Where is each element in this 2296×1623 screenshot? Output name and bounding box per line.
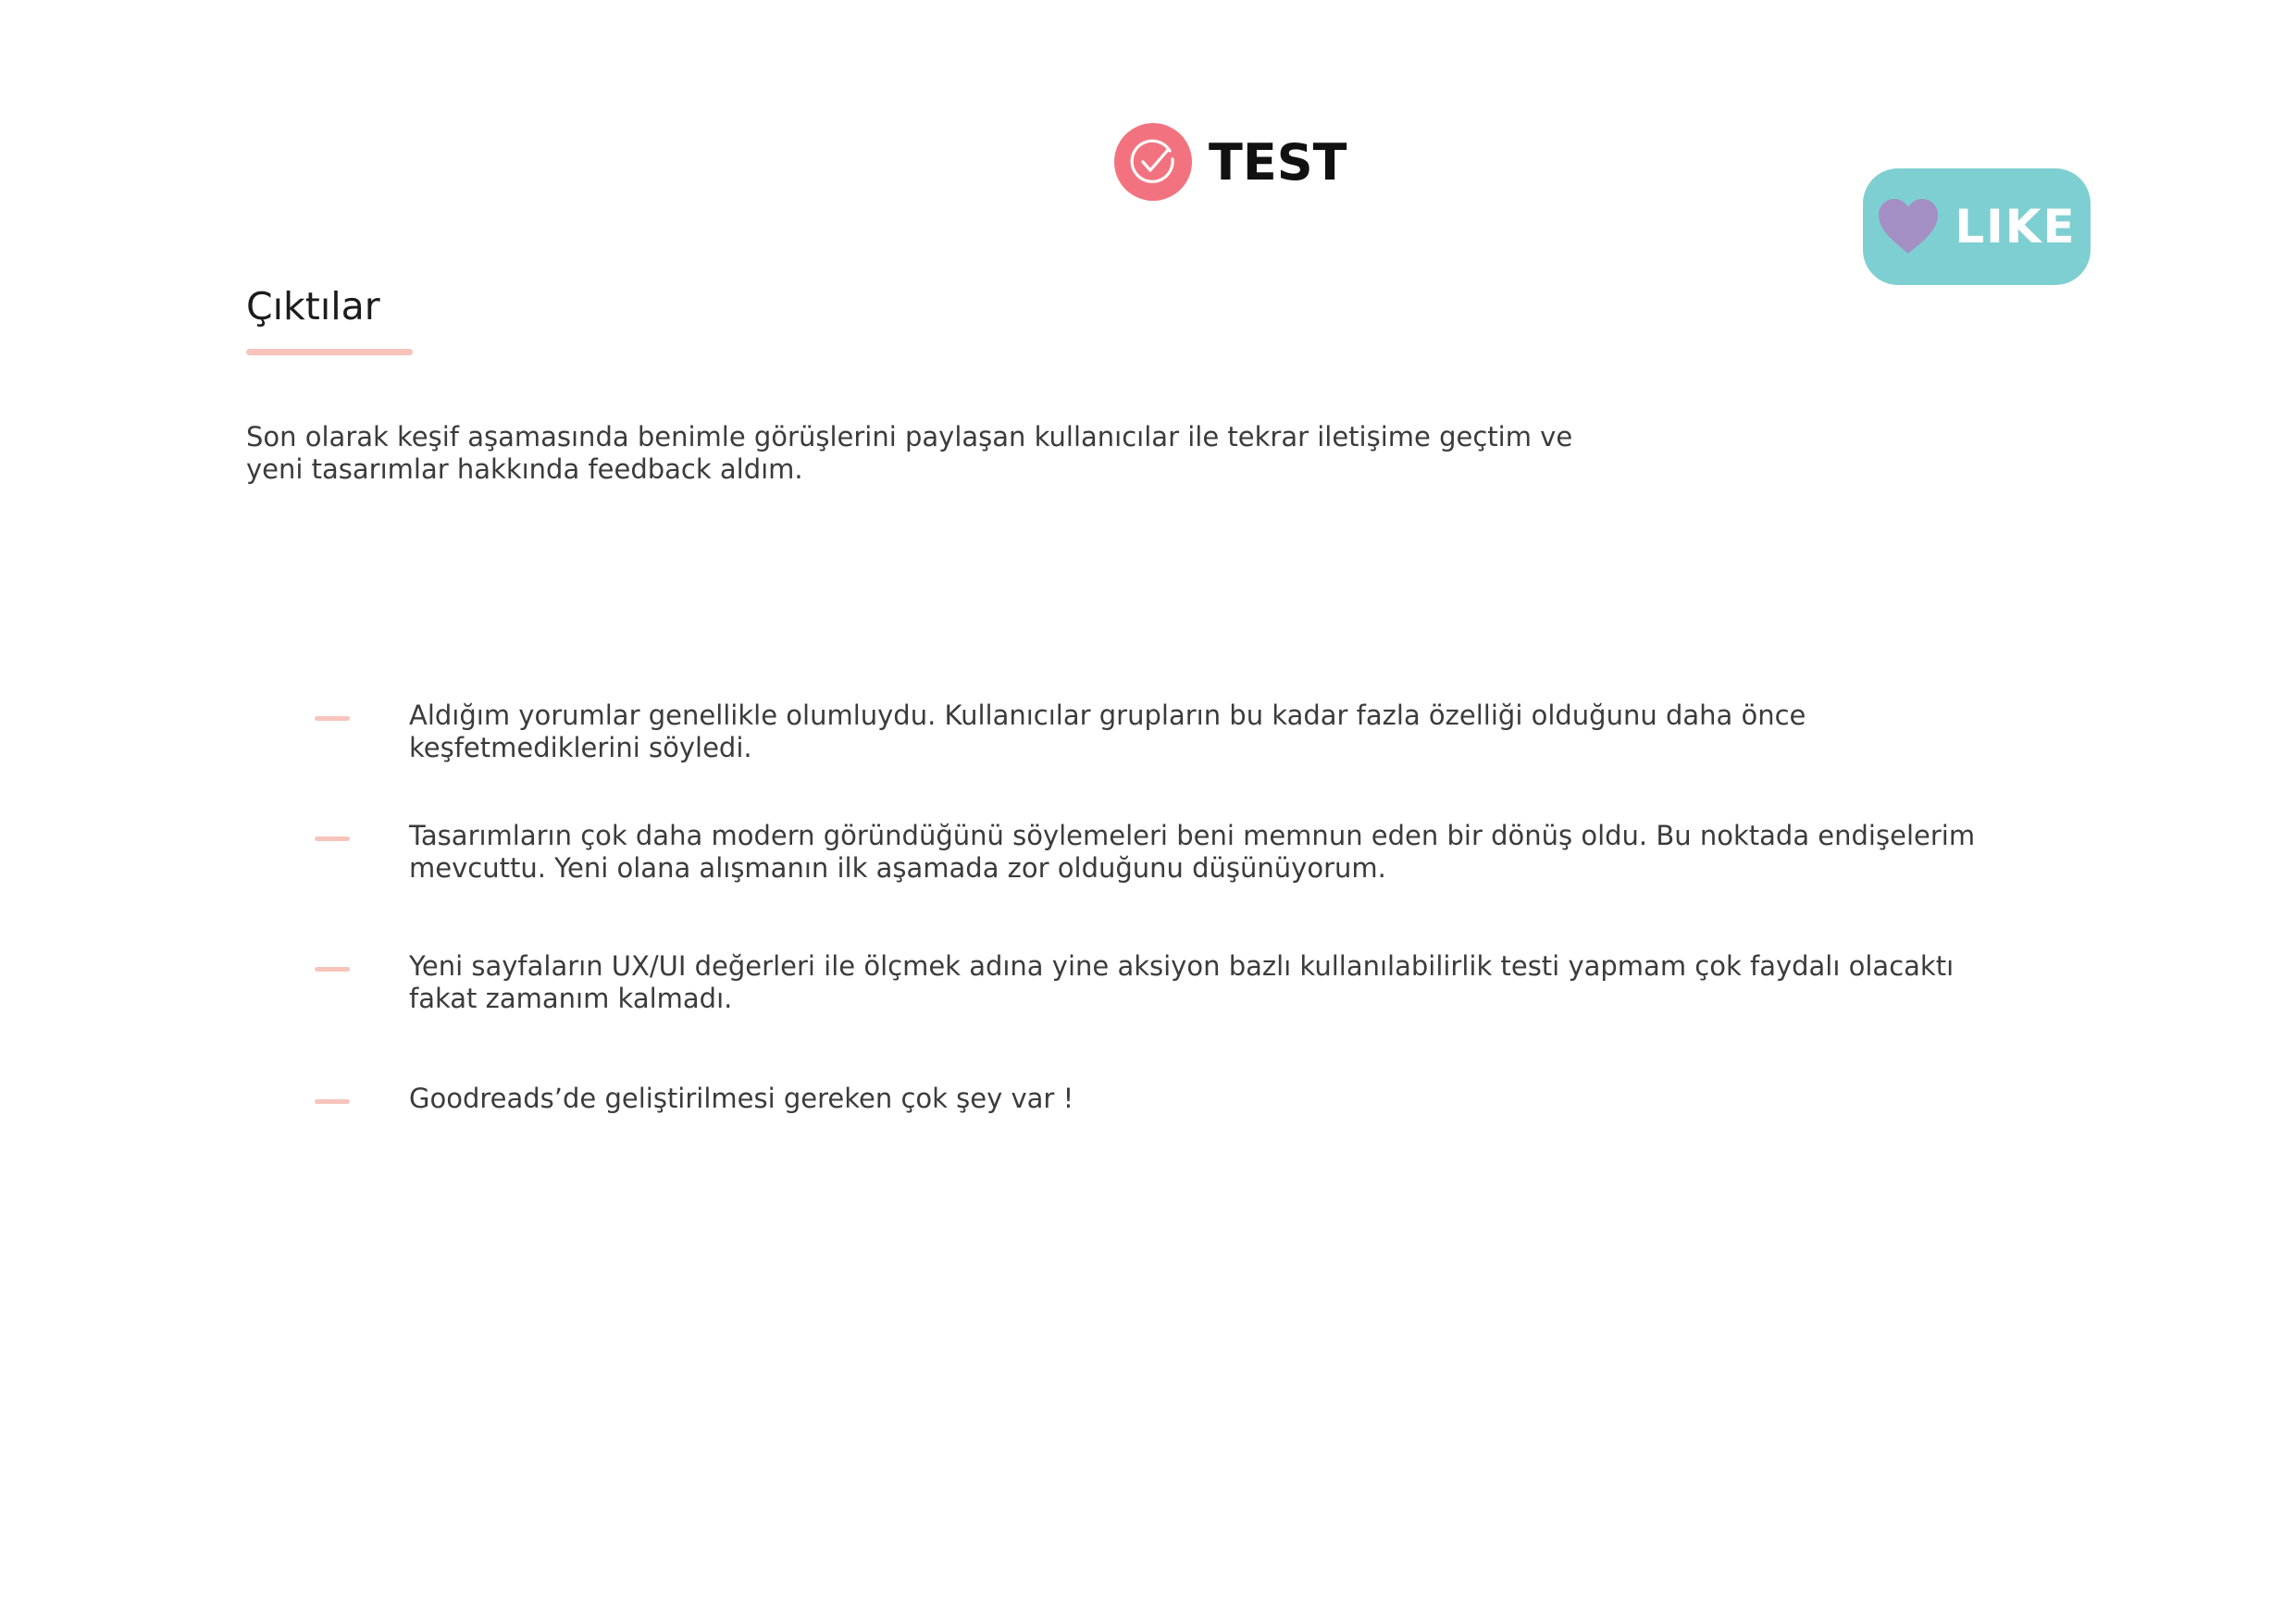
list-item-text: Goodreads’de geliştirilmesi gereken çok şey var ! [409,1083,1074,1114]
page-header [1114,122,1347,202]
list-item [315,820,1999,885]
section-underline [246,349,413,355]
list-item [315,700,1999,764]
list-item [315,950,1999,1015]
dash-icon [315,836,350,841]
list-item-text: Tasarımların çok daha modern göründüğünü söylemeleri beni memnun eden bir dönüş oldu. Bu noktada endişelerim mevcuttu. Yeni olana alışmanın ilk aşamada zor olduğunu düşünüyorum. [409,820,1976,884]
dash-icon [315,1099,350,1104]
heart-icon [1877,198,1940,255]
section-title: Çıktılar [246,284,380,328]
like-button[interactable] [1863,168,2091,285]
list-item-text: Yeni sayfaların UX/UI değerleri ile ölçmek adına yine aksiyon bazlı kullanılabilirlik testi yapmam çok faydalı olacaktı fakat zamanım kalmadı. [409,950,1955,1014]
dash-icon [315,716,350,721]
list-item [315,1083,1999,1115]
intro-paragraph: Son olarak keşif aşamasında benimle görüşlerini paylaşan kullanıcılar ile tekrar iletişime geçtim ve yeni tasarımlar hakkında feedback aldım. [246,421,1573,485]
check-circle-icon [1114,123,1192,201]
dash-icon [315,967,350,972]
page-title: TEST [1209,132,1347,192]
list-item-text: Aldığım yorumlar genellikle olumluydu. Kullanıcılar grupların bu kadar fazla özelliği olduğunu daha önce keşfetmediklerini söyledi. [409,700,1806,763]
like-label: LIKE [1955,200,2077,254]
